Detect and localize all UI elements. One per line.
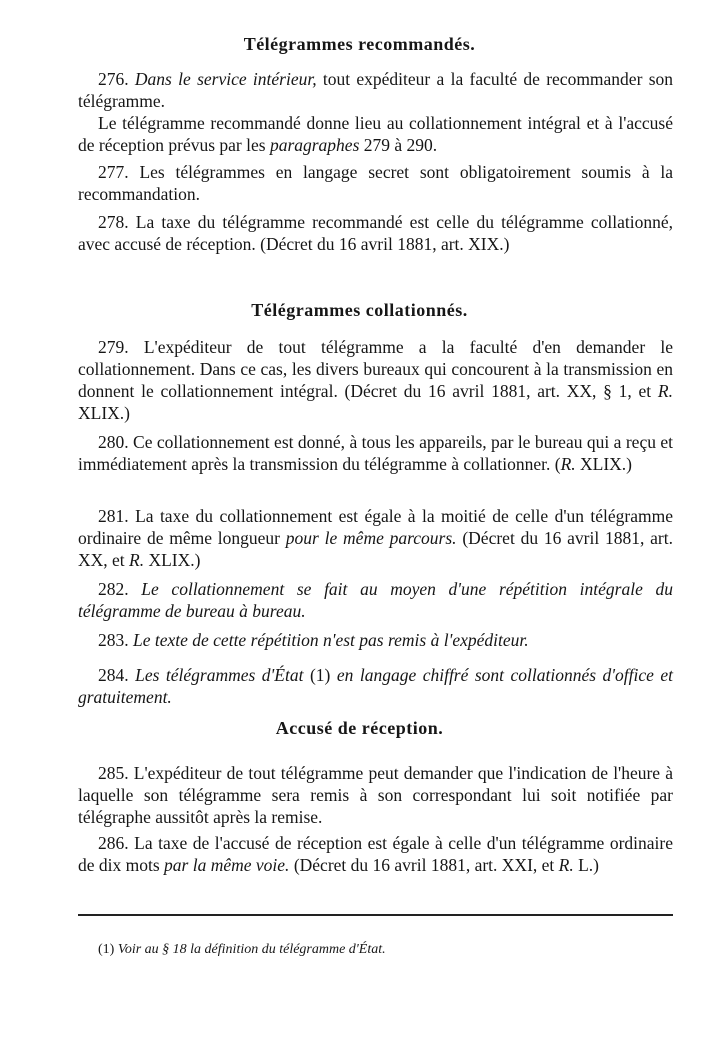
footnote-divider xyxy=(78,914,673,916)
paragraph-278: 278. La taxe du télégramme recommandé est celle du télégramme collationné, avec accusé de réception. (Décret du 16 avril 1881, art. XIX.) xyxy=(78,212,674,254)
section-heading-collationnes: Télégrammes collationnés. xyxy=(251,300,468,320)
paragraph-280: 280. Ce collationnement est donné, à tous les appareils, par le bureau qui a reçu et immédiatement après la transmission du télégramme à collationner. (R. XLIX.) xyxy=(78,432,674,474)
paragraph-276: 276. Dans le service intérieur, tout expéditeur a la faculté de recommander son télégramme. xyxy=(78,69,674,111)
paragraph-282: 282. Le collationnement se fait au moyen d'une répétition intégrale du télégramme de bureau à bureau. xyxy=(78,579,673,621)
paragraph-277: 277. Les télégrammes en langage secret sont obligatoirement soumis à la recommandation. xyxy=(78,162,674,204)
paragraph-276-continued: Le télégramme recommandé donne lieu au collationnement intégral et à l'accusé de réception prévus par les paragraphes 279 à 290. xyxy=(78,113,673,155)
paragraph-281: 281. La taxe du collationnement est égale à la moitié de celle d'un télégramme ordinaire de même longueur pour le même parcours. (Décret du 16 avril 1881, art. XX, et R. XLIX.) xyxy=(78,506,674,570)
footnote: (1) Voir au § 18 la définition du télégramme d'État. xyxy=(98,942,386,957)
paragraph-279: 279. L'expéditeur de tout télégramme a la faculté d'en demander le collationnement. Dans ce cas, les divers bureaux qui concourent à la transmission en donnent le collationnement intégral. (Décret du 16 avril 1881, art. XX, § 1, et R. XLIX.) xyxy=(78,337,674,423)
section-heading-recommandes: Télégrammes recommandés. xyxy=(243,34,476,54)
section-heading-accuse: Accusé de réception. xyxy=(275,718,444,738)
paragraph-283: 283. Le texte de cette répétition n'est pas remis à l'expéditeur. xyxy=(98,630,529,650)
paragraph-286: 286. La taxe de l'accusé de réception est égale à celle d'un télégramme ordinaire de dix mots par la même voie. (Décret du 16 avril 1881, art. XXI, et R. L.) xyxy=(78,833,673,875)
paragraph-285: 285. L'expéditeur de tout télégramme peut demander que l'indication de l'heure à laquelle son télégramme sera remis à son correspondant lui soit notifiée par télégraphe aussitôt après la remise. xyxy=(78,763,673,827)
paragraph-284: 284. Les télégrammes d'État (1) en langage chiffré sont collationnés d'office et gratuitement. xyxy=(78,665,674,707)
